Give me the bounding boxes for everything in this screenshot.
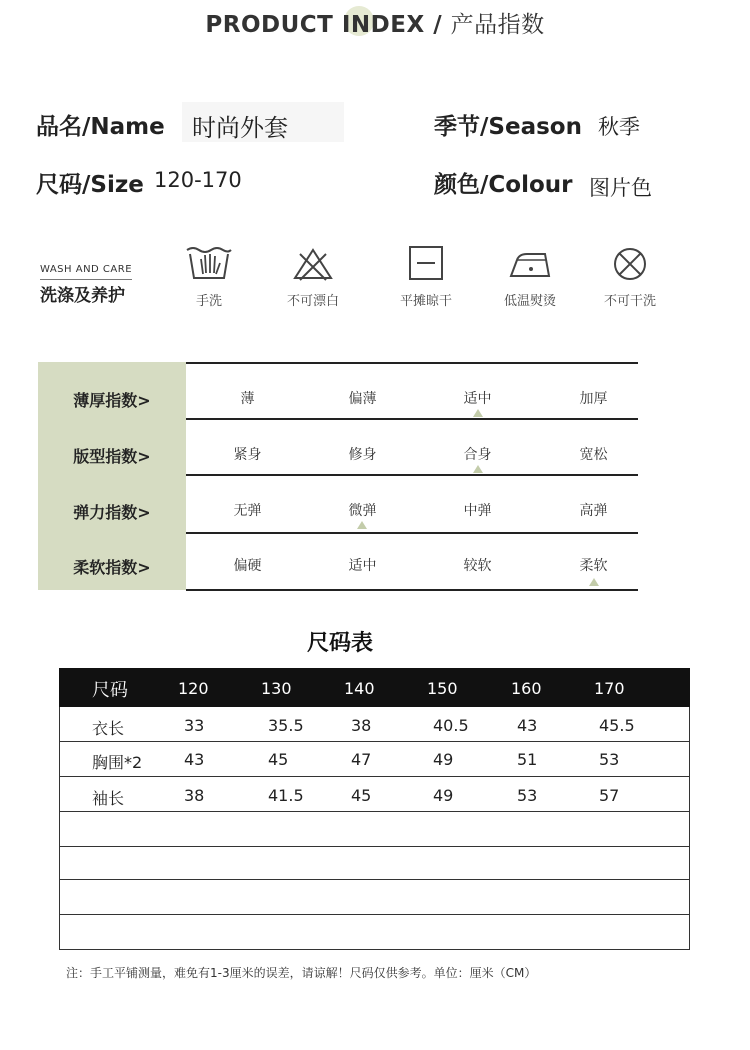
index-option: 紧身 xyxy=(233,447,262,463)
care-item-hand-wash xyxy=(159,244,259,309)
index-option: 薄 xyxy=(240,391,255,407)
index-divider xyxy=(186,362,638,364)
size-header-cell: 160 xyxy=(511,679,542,698)
size-cell: 53 xyxy=(517,786,538,805)
size-cell: 38 xyxy=(351,716,372,735)
care-label: 平摊晾干 xyxy=(399,294,452,309)
no-dry-clean-icon xyxy=(580,244,680,284)
no-bleach-icon xyxy=(263,244,363,284)
hand-wash-icon xyxy=(159,244,259,284)
index-row-label: 弹力指数> xyxy=(73,503,151,522)
colour-value: 图片色 xyxy=(589,176,652,200)
size-cell: 45 xyxy=(351,786,372,805)
season-value: 秋季 xyxy=(598,115,640,139)
table-rule xyxy=(59,811,690,812)
care-label: 低温熨烫 xyxy=(503,294,556,309)
care-item-no-dry-clean xyxy=(580,244,680,309)
title-cn: 产品指数 xyxy=(450,12,545,38)
size-cell: 53 xyxy=(599,750,620,769)
dry-flat-icon xyxy=(376,244,476,284)
index-option: 适中 xyxy=(348,558,377,574)
size-cell: 47 xyxy=(351,750,372,769)
size-cell: 38 xyxy=(184,786,205,805)
index-row-label: 柔软指数> xyxy=(73,558,151,577)
index-option: 高弹 xyxy=(579,503,608,519)
index-option: 柔软 xyxy=(579,558,608,574)
selection-marker xyxy=(473,465,483,473)
selection-marker xyxy=(357,521,367,529)
size-chart-title: 尺码表 xyxy=(306,631,373,656)
table-rule xyxy=(59,776,690,777)
size-header-cell: 140 xyxy=(344,679,375,698)
size-cell: 40.5 xyxy=(433,716,469,735)
size-label: 尺码/Size xyxy=(36,172,144,198)
size-row-label: 衣长 xyxy=(92,719,125,738)
care-title-en: WASH AND CARE xyxy=(40,264,133,275)
table-rule xyxy=(59,741,690,742)
size-row-label: 袖长 xyxy=(92,789,125,808)
table-rule xyxy=(59,846,690,847)
index-option: 修身 xyxy=(348,447,377,463)
index-divider xyxy=(186,418,638,420)
table-rule xyxy=(59,949,690,950)
index-option: 加厚 xyxy=(579,391,608,407)
size-cell: 33 xyxy=(184,716,205,735)
page-title xyxy=(0,6,750,39)
size-header-cell: 120 xyxy=(178,679,209,698)
index-option: 宽松 xyxy=(579,447,608,463)
table-rule xyxy=(59,914,690,915)
care-item-no-bleach xyxy=(263,244,363,309)
name-value: 时尚外套 xyxy=(192,114,288,142)
size-cell: 43 xyxy=(184,750,205,769)
size-cell: 41.5 xyxy=(268,786,304,805)
size-value: 120-170 xyxy=(154,168,242,192)
size-header-cell: 170 xyxy=(594,679,625,698)
care-divider xyxy=(40,279,132,280)
index-row-label: 版型指数> xyxy=(73,447,151,466)
season-label: 季节/Season xyxy=(434,114,582,140)
care-label: 不可干洗 xyxy=(603,294,656,309)
index-option: 偏薄 xyxy=(348,391,377,407)
index-option: 微弹 xyxy=(348,503,377,519)
selection-marker xyxy=(473,409,483,417)
colour-label: 颜色/Colour xyxy=(434,172,573,198)
care-item-dry-flat xyxy=(376,244,476,309)
index-option: 适中 xyxy=(463,391,492,407)
size-cell: 45 xyxy=(268,750,289,769)
measurement-note: 注：手工平铺测量，难免有1-3厘米的误差，请谅解！尺码仅供参考。单位：厘米（CM） xyxy=(66,966,537,980)
index-divider xyxy=(186,474,638,476)
index-option: 合身 xyxy=(463,447,492,463)
care-item-low-iron xyxy=(480,244,580,309)
size-cell: 57 xyxy=(599,786,620,805)
care-label: 不可漂白 xyxy=(286,294,339,309)
size-cell: 49 xyxy=(433,750,454,769)
index-divider xyxy=(186,589,638,591)
size-cell: 49 xyxy=(433,786,454,805)
index-divider xyxy=(186,532,638,534)
index-option: 较软 xyxy=(463,558,492,574)
low-iron-icon xyxy=(480,244,580,284)
care-title-cn: 洗涤及养护 xyxy=(40,286,125,306)
size-cell: 35.5 xyxy=(268,716,304,735)
name-label: 品名/Name xyxy=(36,114,165,140)
index-option: 中弹 xyxy=(463,503,492,519)
table-rule xyxy=(59,879,690,880)
size-cell: 43 xyxy=(517,716,538,735)
index-option: 偏硬 xyxy=(233,558,262,574)
size-row-label: 胸围*2 xyxy=(92,753,143,772)
size-header-cell: 尺码 xyxy=(92,680,128,701)
index-row-label: 薄厚指数> xyxy=(73,391,151,410)
title-en: PRODUCT INDEX / xyxy=(205,12,443,38)
size-cell: 45.5 xyxy=(599,716,635,735)
care-label: 手洗 xyxy=(195,294,222,309)
selection-marker xyxy=(589,578,599,586)
size-header-cell: 130 xyxy=(261,679,292,698)
size-cell: 51 xyxy=(517,750,538,769)
index-option: 无弹 xyxy=(233,503,262,519)
size-header-cell: 150 xyxy=(427,679,458,698)
